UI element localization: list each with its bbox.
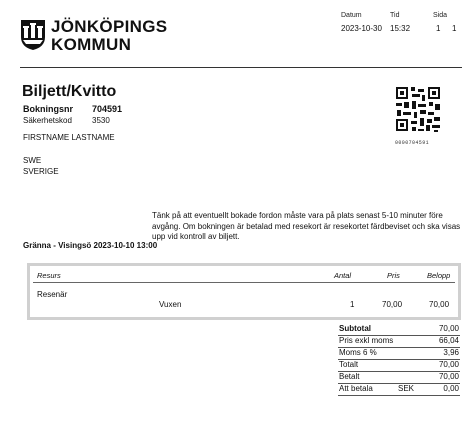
notice-line2: avgång. Om bokningen är betalad med resekort är resekortet färdbeviset och ska visas (152, 222, 461, 231)
page-title: Biljett/Kvitto (22, 83, 117, 100)
qr-number: 0000704591 (395, 140, 430, 146)
moms-label: Moms 6 % (339, 348, 377, 357)
coat-of-arms-logo (20, 19, 46, 51)
qr-code (394, 85, 442, 137)
org-name-line2: KOMMUN (51, 35, 132, 54)
booking-value: 704591 (92, 104, 123, 114)
due-value: 0,00 (443, 384, 459, 393)
time-label: Tid (390, 12, 400, 19)
exkl-value: 66,04 (438, 336, 459, 345)
col-header-belopp: Belopp (427, 271, 451, 280)
table-group-label: Resenär (37, 290, 68, 299)
header-divider (20, 67, 462, 68)
col-header-pris: Pris (387, 271, 400, 280)
page-value: 1 (436, 24, 441, 33)
summary-paid (338, 372, 460, 384)
summary-exkl (338, 336, 460, 348)
page-label: Sida (433, 12, 448, 19)
passenger-name: FIRSTNAME LASTNAME (23, 133, 115, 142)
booking-label: Bokningsnr (23, 104, 74, 114)
exkl-label: Pris exkl moms (339, 336, 394, 345)
notice-line1: Tänk på att eventuellt bokade fordon måste vara på plats senast 5-10 minuter före (152, 211, 443, 220)
page-total: 1 (452, 24, 457, 33)
summary-moms (338, 348, 460, 360)
security-label: Säkerhetskod (23, 116, 72, 125)
summary-subtotal (338, 324, 460, 336)
summary-due (338, 384, 460, 396)
moms-value: 3,96 (443, 348, 459, 357)
total-label: Totalt (339, 360, 359, 369)
due-currency: SEK (398, 384, 415, 393)
country-code: SWE (23, 156, 42, 165)
summary-total (338, 360, 460, 372)
total-value: 70,00 (438, 360, 459, 369)
org-name-line1: JÖNKÖPINGS (51, 17, 168, 36)
due-label: Att betala (339, 384, 373, 393)
table-header-divider (33, 282, 455, 283)
table-row-antal: 1 (350, 300, 355, 309)
trip-heading: Gränna - Visingsö 2023-10-10 13:00 (23, 241, 158, 250)
col-header-antal: Antal (334, 271, 352, 280)
table-row-pris: 70,00 (382, 300, 403, 309)
time-value: 15:32 (390, 24, 411, 33)
date-value: 2023-10-30 (341, 24, 382, 33)
table-row-desc: Vuxen (159, 300, 182, 309)
paid-value: 70,00 (438, 372, 459, 381)
security-value: 3530 (92, 116, 110, 125)
col-header-resurs: Resurs (37, 271, 61, 280)
notice-line3: upp vid kontroll av biljett. (152, 232, 240, 241)
country-name: SVERIGE (23, 167, 59, 176)
subtotal-value: 70,00 (438, 324, 459, 333)
date-label: Datum (341, 12, 362, 19)
subtotal-label: Subtotal (339, 324, 371, 333)
table-row-belopp: 70,00 (429, 300, 450, 309)
paid-label: Betalt (339, 372, 360, 381)
